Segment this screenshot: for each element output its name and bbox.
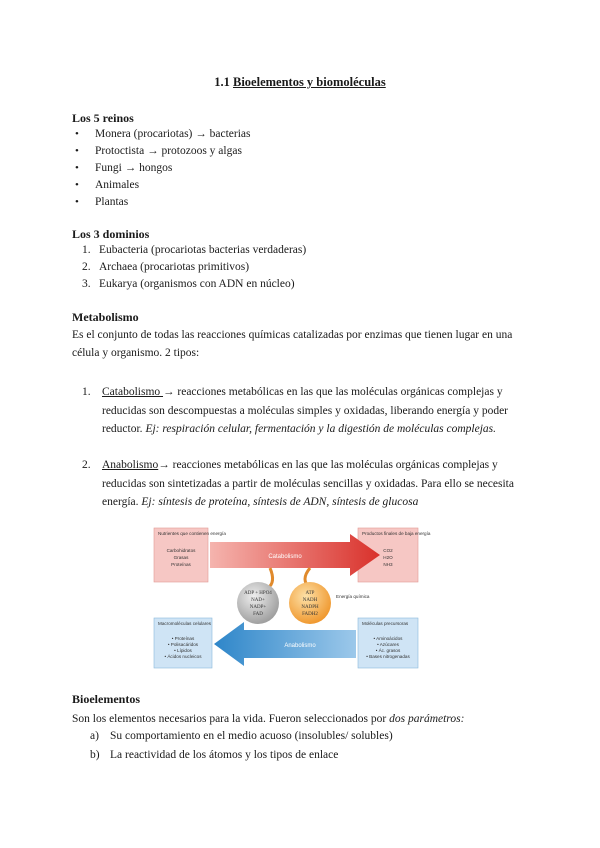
- svg-text:• Ác. grasos: • Ác. grasos: [375, 648, 401, 653]
- list-item: • Protoctista → protozoos y algas: [75, 143, 251, 160]
- svg-text:ADP + HPO4: ADP + HPO4: [244, 591, 272, 596]
- catabolismo-term: Catabolismo: [102, 386, 164, 398]
- list-item: 1. Eubacteria (procariotas bacterias verdaderas): [82, 244, 307, 256]
- catabolism-label: Catabolismo: [268, 554, 302, 560]
- list-item: b) La reactividad de los átomos y los tipos de enlace: [90, 749, 339, 761]
- svg-text:• Azúcares: • Azúcares: [377, 642, 399, 647]
- precursors-title: Moléculas precursoras: [362, 621, 409, 626]
- svg-text:NAD+: NAD+: [251, 598, 265, 603]
- anabolismo-item: 2. Anabolismo→ reacciones metabólicas en las que las moléculas orgánicas complejas y reducidas son sintetizadas a partir de moléculas sencillas y oxidadas. Para ello se necesita energía. Ej: síntesis de proteína, síntesis de ADN, síntesis de glucosa: [82, 459, 514, 508]
- title-text: Bioelementos y biomoléculas: [232, 75, 386, 89]
- dominios-heading: Los 3 dominios: [72, 227, 150, 241]
- list-item: • Fungi → hongos: [75, 160, 251, 177]
- svg-text:FADH2: FADH2: [302, 612, 318, 617]
- reinos-list: [75, 126, 251, 211]
- anabolism-label: Anabolismo: [284, 643, 316, 649]
- svg-text:• Bases nitrogenadas: • Bases nitrogenadas: [366, 654, 410, 659]
- svg-text:• Lípidos: • Lípidos: [174, 648, 192, 653]
- dominios-list: [82, 242, 306, 293]
- svg-text:H2O: H2O: [383, 555, 393, 560]
- title-number: 1.1: [214, 75, 230, 89]
- list-item: 3. Eukarya (organismos con ADN en núcleo): [82, 278, 295, 290]
- list-item: • Monera (procariotas) → bacterias: [75, 126, 251, 143]
- svg-text:• Aminoácidos: • Aminoácidos: [373, 636, 403, 641]
- page-title: [0, 75, 600, 90]
- bioelementos-list: [90, 727, 393, 765]
- svg-text:NH3: NH3: [383, 562, 393, 567]
- svg-text:NADP+: NADP+: [249, 605, 267, 610]
- svg-text:• Polisacáridos: • Polisacáridos: [167, 642, 199, 647]
- macromolecules-title: Macromoléculas celulares: [158, 621, 212, 626]
- svg-text:Grasas: Grasas: [173, 555, 189, 560]
- products-title: Productos finales de baja energía: [362, 531, 431, 536]
- list-item: 2. Archaea (procariotas primitivos): [82, 261, 250, 273]
- list-item: • Plantas: [75, 194, 251, 211]
- catabolismo-item: 1. Catabolismo → reacciones metabólicas en las que las moléculas orgánicas complejas y reducidas son descompuestas a moléculas simples y oxidadas, liberando energía y poder reductor. Ej: respiración celular, fermentación y la digestión de moléculas complejas.: [82, 386, 509, 435]
- list-item: • Animales: [75, 177, 251, 194]
- energy-label: Energía química: [336, 594, 370, 599]
- high-energy-carriers: [289, 582, 331, 624]
- metabolismo-intro: Es el conjunto de todas las reacciones químicas catalizadas por enzimas que tienen lugar en una célula y organismo. 2 tipos:: [72, 329, 513, 359]
- svg-text:Proteínas: Proteínas: [171, 562, 191, 567]
- reinos-heading: Los 5 reinos: [72, 111, 134, 125]
- low-energy-carriers: [237, 582, 279, 624]
- bioelementos-intro: Son los elementos necesarios para la vida. Fueron seleccionados por dos parámetros:: [72, 713, 465, 725]
- svg-text:ATP: ATP: [305, 591, 315, 596]
- svg-text:FAD: FAD: [253, 612, 263, 617]
- svg-text:Carbohidratos: Carbohidratos: [166, 548, 196, 553]
- metabolism-diagram: [150, 522, 444, 670]
- nutrients-title: Nutrientes que contienen energía: [158, 531, 226, 536]
- anabolismo-term: Anabolismo: [102, 459, 159, 471]
- metabolismo-heading: Metabolismo: [72, 310, 139, 324]
- bioelementos-heading: Bioelementos: [72, 692, 140, 706]
- svg-text:NADH: NADH: [302, 598, 318, 603]
- svg-text:• Proteínas: • Proteínas: [171, 636, 195, 641]
- svg-text:NADPH: NADPH: [301, 605, 319, 610]
- svg-text:• Ácidos nucleicos: • Ácidos nucleicos: [164, 654, 202, 659]
- svg-text:CO2: CO2: [383, 548, 393, 553]
- list-item: a) Su comportamiento en el medio acuoso (insolubles/ solubles): [90, 730, 393, 742]
